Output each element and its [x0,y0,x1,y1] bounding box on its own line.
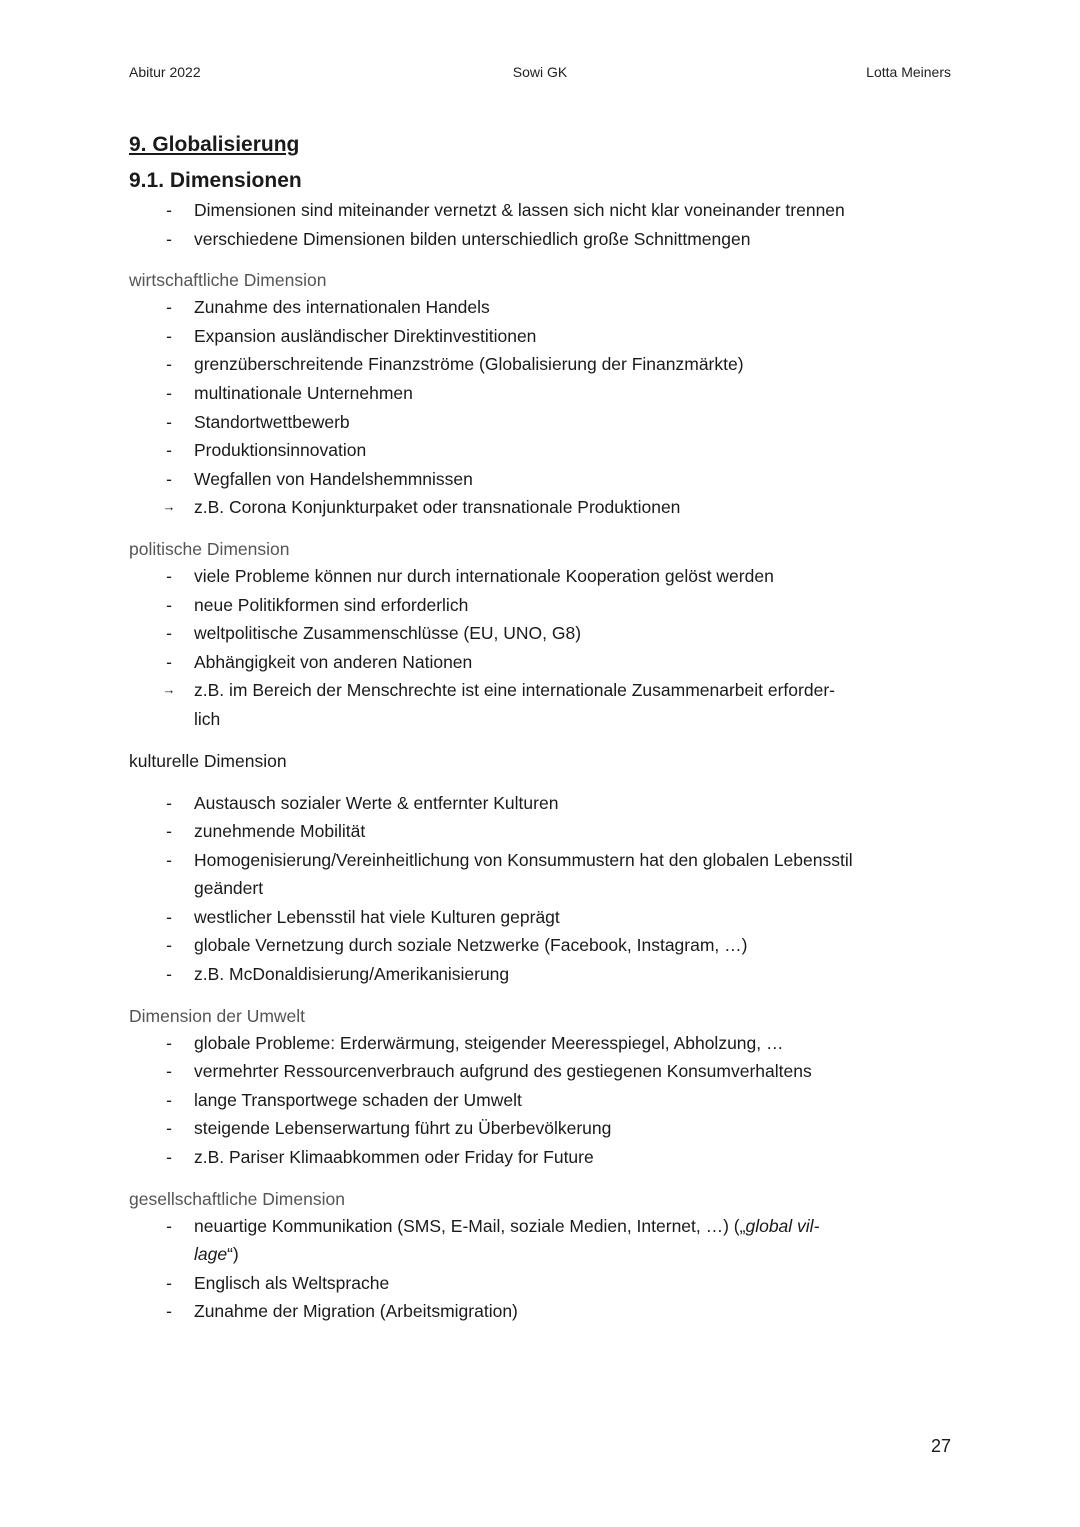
list-item: - Dimensionen sind miteinander vernetzt & lassen sich nicht klar voneinander trennen [166,200,845,220]
list-item: - vermehrter Ressourcenverbrauch aufgrund des gestiegenen Konsumverhaltens [166,1061,812,1082]
list-item: - zunehmende Mobilität [166,821,366,842]
list-item: - grenzüberschreitende Finanzströme (Globalisierung der Finanzmärkte) [166,354,744,375]
list-item: - neuartige Kommunikation (SMS, E-Mail, soziale Medien, Internet, …) („global vil- lage“) [166,1215,820,1265]
page-number: 27 [930,1436,951,1456]
list-item: - globale Vernetzung durch soziale Netzwerke (Facebook, Instagram, …) [166,935,748,956]
list-item: - westlicher Lebensstil hat viele Kulturen geprägt [166,906,560,927]
list-item: - Expansion ausländischer Direktinvestitionen [166,325,537,346]
dimension-label-cultural: kulturelle Dimension [129,750,287,771]
list-item: - Abhängigkeit von anderen Nationen [166,651,473,672]
list-item: - Wegfallen von Handelshemmnissen [166,468,473,489]
header-left: Abitur 2022 [129,64,201,80]
list-item: - neue Politikformen sind erforderlich [166,594,469,615]
list-item: - Zunahme der Migration (Arbeitsmigration) [166,1301,518,1322]
political-list [129,562,959,734]
list-item: - Austausch sozialer Werte & entfernter Kulturen [166,792,559,813]
list-item: → z.B. Corona Konjunkturpaket oder transnationale Produktionen [129,493,959,522]
list-item: - Produktionsinnovation [166,440,367,461]
chapter-title: 9. Globalisierung [129,133,300,156]
social-list [129,1212,959,1326]
list-item: - multinationale Unternehmen [166,382,413,403]
arrow-icon: → [162,499,176,515]
intro-list [129,196,959,253]
list-item: - steigende Lebenserwartung führt zu Überbevölkerung [166,1118,612,1139]
list-item: - Standortwettbewerb [166,411,350,432]
list-item: - Englisch als Weltsprache [166,1272,390,1293]
dimension-label-environment: Dimension der Umwelt [129,1005,306,1026]
list-item: - weltpolitische Zusammenschlüsse (EU, UNO, G8) [166,623,582,644]
dimension-label-economic: wirtschaftliche Dimension [129,270,327,291]
header-center: Sowi GK [512,64,568,80]
list-item: - verschiedene Dimensionen bilden unterschiedlich große Schnittmengen [166,228,751,249]
environment-list [129,1029,959,1172]
list-item: → z.B. im Bereich der Menschrechte ist eine internationale Zusammenarbeit erforder- lich [129,676,959,733]
header-right: Lotta Meiners [866,64,951,80]
list-item: - Zunahme des internationalen Handels [166,297,490,318]
list-item: - Homogenisierung/Vereinheitlichung von Konsummustern hat den globalen Lebensstil geändert [166,849,853,899]
page-header [129,64,951,86]
dimension-label-social: gesellschaftliche Dimension [129,1188,345,1209]
dimension-label-political: politische Dimension [129,538,290,559]
list-item: - viele Probleme können nur durch internationale Kooperation gelöst werden [166,565,774,586]
list-item: - lange Transportwege schaden der Umwelt [166,1089,522,1110]
list-item: - z.B. Pariser Klimaabkommen oder Friday for Future [166,1147,594,1168]
list-item: - z.B. McDonaldisierung/Amerikanisierung [166,964,510,985]
cultural-list [129,789,959,989]
list-item: - globale Probleme: Erderwärmung, steigender Meeresspiegel, Abholzung, … [166,1032,784,1053]
economic-list [129,293,959,522]
document-body [129,130,959,1326]
section-title: 9.1. Dimensionen [129,169,302,192]
arrow-icon: → [162,682,176,698]
